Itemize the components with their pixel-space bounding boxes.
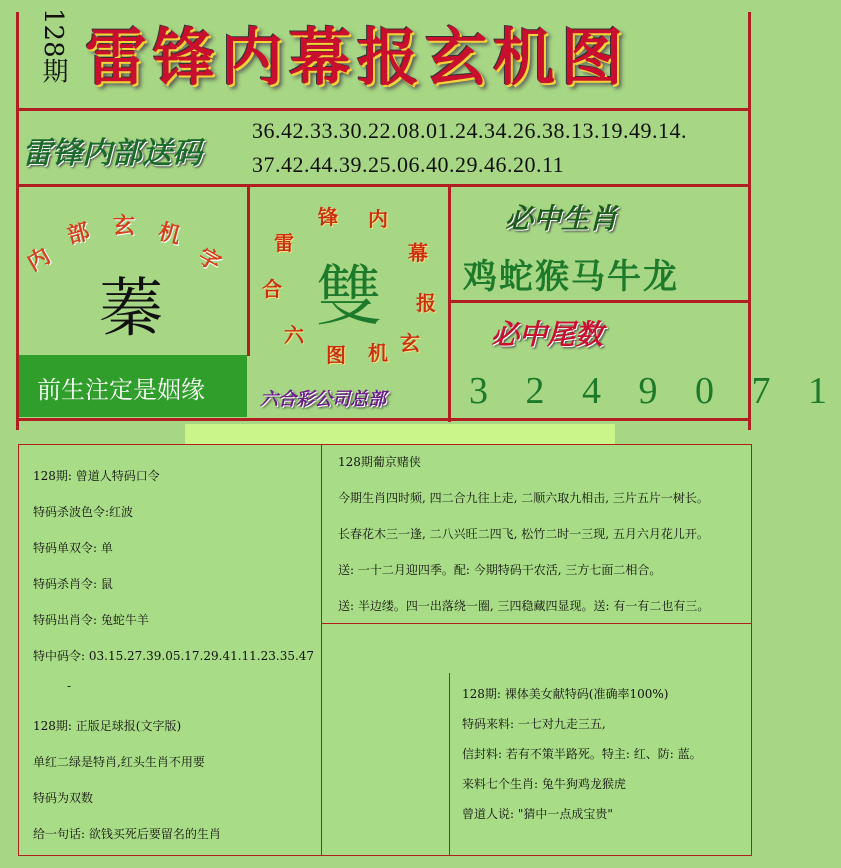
left-text-line: - — [67, 679, 72, 693]
left-big-char: 蓁 — [99, 272, 163, 346]
right-upper-text-line: 今期生肖四时频, 四二合九往上走, 二顺六取九相击, 三片五片一树长。 — [338, 491, 709, 505]
tail-digits: 3 2 4 9 0 7 1 — [469, 370, 841, 412]
left-panel — [19, 187, 247, 417]
right-lower-text-line: 来料七个生肖: 兔牛狗鸡龙猴虎 — [462, 777, 626, 791]
right-upper-text-line: 长春花木三一逢, 二八兴旺二四飞, 松竹二时一三现, 五月六月花儿开。 — [338, 527, 709, 541]
ring-char: 雷 — [274, 231, 294, 255]
ring-char: 图 — [326, 343, 346, 367]
ring-char: 合 — [262, 277, 282, 301]
code-line-1: 36.42.33.30.22.08.01.24.34.26.38.13.19.49.14. — [252, 118, 687, 143]
arc-char: 玄 — [113, 214, 136, 239]
right-lower-text-line: 128期: 裸体美女献特码(准确率100%) — [462, 687, 669, 701]
caption-bg — [19, 355, 247, 417]
banner-title: 雷锋内幕报玄机图 — [85, 21, 630, 94]
code-line-2: 37.42.44.39.25.06.40.29.46.20.11 — [252, 152, 565, 177]
right-lower-text-line: 信封料: 若有不策半路死。特主: 红、防: 蓝。 — [462, 747, 702, 761]
middle-panel — [250, 187, 448, 419]
ring-char: 报 — [416, 291, 436, 315]
right-lower-column — [449, 673, 752, 855]
left-text-line: 特码杀波色令:红波 — [33, 505, 134, 519]
ring-char: 六 — [284, 323, 304, 347]
left-text-line: 特中码令: 03.15.27.39.05.17.29.41.11.23.35.47 — [33, 649, 315, 663]
arc-char: 部 — [64, 219, 93, 250]
arc-char: 内 — [23, 243, 55, 277]
zodiac-label: 必中生肖 — [505, 202, 618, 235]
internal-code-label: 雷锋内部送码 — [22, 136, 202, 171]
middle-caption: 六合彩公司总部 — [260, 389, 386, 410]
ring-char: 机 — [368, 341, 388, 365]
left-text-line: 特码出肖令: 兔蛇牛羊 — [33, 613, 149, 627]
ring-char: 锋 — [318, 205, 338, 229]
right-upper-text-line: 送: 半边缕。四一出落绕一圈, 三四稳藏四显现。送: 有一有二也有三。 — [338, 599, 710, 613]
left-text-line: 特码单双令: 单 — [33, 541, 113, 555]
zodiac-list: 鸡蛇猴马牛龙 — [463, 257, 679, 297]
left-column — [19, 445, 322, 855]
left-text-line: 特码为双数 — [33, 791, 94, 805]
text-section — [18, 444, 752, 856]
highlight-strip — [185, 424, 615, 444]
right-upper-column — [322, 445, 751, 624]
middle-big-char: 雙 — [316, 258, 382, 335]
left-text-line: 128期: 正版足球报(文字版) — [33, 719, 182, 733]
right-lower-text-line: 特码来料: 一七对九走三五, — [462, 717, 606, 731]
ring-char: 内 — [368, 207, 388, 231]
zodiac-panel — [451, 187, 748, 300]
left-text-line: 单红二绿是特肖,红头生肖不用要 — [33, 755, 205, 769]
arc-char: 机 — [155, 219, 184, 250]
right-lower-text-line: 曾道人说: "猜中一点成宝贵" — [462, 807, 613, 821]
right-upper-text-line: 送: 一十二月迎四季。配: 今期特码干农活, 三方七面二相合。 — [338, 563, 662, 577]
left-text-line: 给一句话: 欲钱买死后要留名的生肖 — [33, 827, 221, 841]
left-caption: 前生注定是姻缘 — [37, 376, 205, 404]
divider-top — [16, 108, 751, 111]
ring-char: 玄 — [400, 331, 420, 355]
tail-label: 必中尾数 — [491, 318, 604, 351]
frame-right-line — [748, 12, 751, 430]
arc-char: 字 — [193, 243, 225, 277]
left-text-line: 128期: 曾道人特码口令 — [33, 469, 160, 483]
ring-char: 幕 — [408, 241, 428, 265]
tail-panel — [451, 303, 841, 418]
right-upper-text-line: 128期葡京赌侠 — [338, 455, 421, 469]
left-text-line: 特码杀肖令: 鼠 — [33, 577, 113, 591]
issue-label: 128期 — [38, 8, 68, 84]
